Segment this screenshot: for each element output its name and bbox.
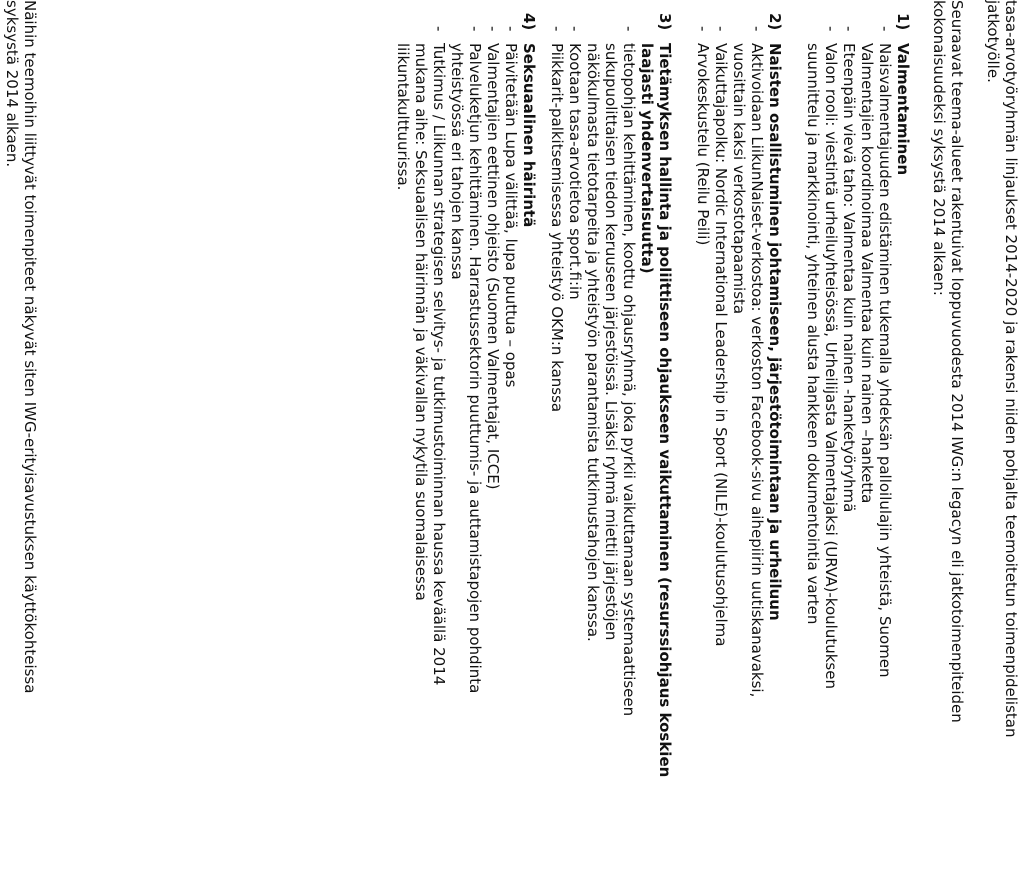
bullet-text: mukana aihe: Seksuaalisen häirinnän ja väkivallan nykytila suomalaisessa <box>412 43 430 601</box>
bullet-text: sukupuolittaisen tiedon keruuseen järjestöissä. Lisäksi ryhmä miettii järjestöjen <box>602 43 620 641</box>
bullet-marker: - <box>876 26 894 32</box>
bullet-text: Eteenpäin vievä taho: Valmentaa kuin nainen -hanketyöryhmä <box>840 43 858 513</box>
section-title: Seksuaalinen häirintä <box>520 43 538 228</box>
bullet-text: vuosittain kaksi verkostotapaamista <box>730 43 748 315</box>
bullet-text: Piikkarit-palkitsemisessa yhteistyö OKM:n kanssa <box>548 43 566 413</box>
bullet-text: Aktivoidaan LiikunNaiset-verkostoa: verkoston Facebook-sivu aihepiirin uutiskanavaksi, <box>748 43 766 698</box>
bullet-marker: - <box>694 26 712 32</box>
bullet-text: Valmentajien koordinoimaa Valmentaa kuin nainen –hanketta <box>858 43 876 504</box>
bullet-text: Naisvalmentajuuden edistäminen tukemalla yhdeksän palloilulajin yhteistä, Suomen <box>876 43 894 678</box>
bullet-text: Palveluketjun kehittäminen. Harrastussektorin puuttumis- ja auttamistapojen pohdinta <box>466 43 484 694</box>
bullet-text: Vaikuttajapolku: Nordic International Leadership in Sport (NILE)-koulutusohjelma <box>712 43 730 647</box>
section-number: 2) <box>766 13 784 31</box>
bullet-text: Kootaan tasa-arvotietoa sport.fi:in <box>566 43 584 300</box>
section-3 <box>524 13 674 873</box>
section-4 <box>348 13 538 873</box>
bullet-text: Valon rooli: viestintä urheiluyhteisössä, Urheilijasta Valmentajaksi (URVA)-koulutuksen <box>822 43 840 689</box>
bullet-marker: - <box>548 26 566 32</box>
bullet-text: Arvokeskustelu (Reilu Peili) <box>694 43 712 246</box>
intro-line-1: tasa-arvotyöryhmän linjaukset 2014-2020 ja rakensi niiden pohjalta teemoitetun toimenpidelistan <box>1002 0 1020 738</box>
bullet-marker: - <box>430 26 448 32</box>
bullet-marker: - <box>822 26 840 32</box>
section-title: Naisten osallistuminen johtamiseen, järjestötoimintaan ja urheiluun <box>766 43 784 621</box>
bullet-marker: - <box>566 26 584 32</box>
section-title-continued: laajasti yhdenvertaisuutta) <box>638 43 656 274</box>
bullet-marker: - <box>466 26 484 32</box>
bullet-marker: - <box>840 26 858 32</box>
bullet-marker: - <box>484 26 502 32</box>
section-number: 3) <box>656 13 674 31</box>
section-title: Tietämyksen hallinta ja poliittiseen ohjaukseen vaikuttaminen (resurssiohjaus koskien <box>656 43 674 778</box>
section-1 <box>792 13 912 873</box>
section-number: 1) <box>894 13 912 31</box>
section-number: 4) <box>520 13 538 31</box>
closing-line-2: syksystä 2014 alkaen. <box>3 0 21 168</box>
bullet-marker: - <box>502 26 520 32</box>
bullet-marker: - <box>620 26 638 32</box>
section-2 <box>684 13 784 873</box>
bullet-text: Tutkimus / Liikunnan strategisen selvitys- ja tutkimustoiminnan haussa keväällä 2014 <box>430 43 448 686</box>
bullet-text: yhteistyössä eri tahojen kanssa <box>448 43 466 280</box>
section-title: Valmentaminen <box>894 43 912 176</box>
bullet-text: näkökulmasta tietotarpeita ja yhteistyön parantamista tutkimustahojen kanssa. <box>584 43 602 642</box>
closing-line-1: Näihin teemoihin liittyvät toimenpiteet näkyvät siten IWG-erityisavustuksen käyttökohteissa <box>21 0 39 694</box>
intro-line-2: jatkotyölle. <box>984 0 1002 83</box>
bullet-text: suunnittelu ja markkinointi, yhteinen alusta hankkeen dokumentointia varten <box>804 43 822 625</box>
bullet-text: tietopohjan kehittäminen, koottu ohjausryhmä, joka pyrkii vaikuttamaan systemaattiseen <box>620 43 638 717</box>
bullet-marker: - <box>712 26 730 32</box>
lead-line-1: Seuraavat teema-alueet rakentuivat loppuvuodesta 2014 IWG:n legacyn eli jatkotoimenpiteiden <box>948 0 966 723</box>
lead-line-2: kokonaisuudeksi syksystä 2014 alkaen: <box>930 0 948 296</box>
bullet-text: Päivitetään Lupa välittää, lupa puuttua – opas <box>502 43 520 388</box>
bullet-marker: - <box>748 26 766 32</box>
bullet-text: Valmentajien eettinen ohjeisto (Suomen Valmentajat, ICCE) <box>484 43 502 490</box>
bullet-text: liikuntakulttuurissa. <box>394 43 412 191</box>
